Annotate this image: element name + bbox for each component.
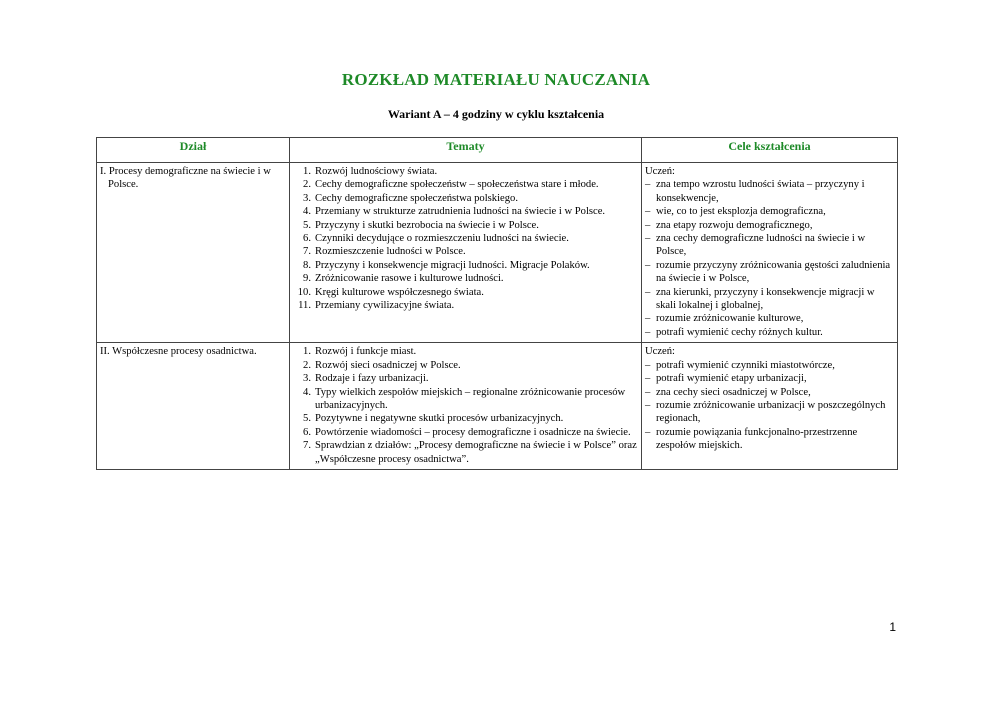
- goal-text: potrafi wymienić etapy urbanizacji,: [656, 373, 807, 385]
- topic-number: 5.: [303, 413, 311, 425]
- dash-bullet: –: [645, 286, 651, 298]
- goal-item: [645, 372, 894, 385]
- topic-text: Typy wielkich zespołów miejskich – regionalne zróżnicowanie procesów urbanizacyjnych.: [315, 386, 626, 411]
- topic-item: [293, 345, 638, 358]
- dash-bullet: –: [645, 359, 651, 371]
- goal-text: potrafi wymienić czynniki miastotwórcze,: [656, 359, 835, 371]
- goal-item: [645, 399, 894, 426]
- dash-bullet: –: [645, 373, 651, 385]
- goals-lead: Uczeń:: [645, 346, 675, 358]
- section-title: II. Współczesne procesy osadnictwa.: [100, 346, 257, 358]
- goal-item: [645, 386, 894, 399]
- header-goals: Cele kształcenia: [642, 138, 898, 163]
- goal-item: [645, 312, 894, 325]
- topic-number: 2.: [303, 359, 311, 371]
- curriculum-table: [96, 137, 898, 470]
- topic-number: 6.: [303, 426, 311, 438]
- header-topics: Tematy: [290, 138, 642, 163]
- topics-cell: [290, 163, 642, 343]
- goal-item: [645, 232, 894, 259]
- dash-bullet: –: [645, 206, 651, 218]
- dash-bullet: –: [645, 179, 651, 191]
- topic-text: Rozwój sieci osadniczej w Polsce.: [315, 359, 461, 371]
- topic-number: 4.: [303, 386, 311, 398]
- topic-list: [293, 345, 638, 466]
- topic-text: Sprawdzian z działów: „Procesy demograficzne na świecie i w Polsce” oraz „Współczesne procesy osadnictwa”.: [315, 440, 637, 465]
- topic-item: [293, 299, 638, 312]
- goals-lead: Uczeń:: [645, 166, 675, 177]
- goal-item: [645, 286, 894, 313]
- topic-text: Rozwój i funkcje miast.: [315, 346, 417, 358]
- goal-text: zna cechy sieci osadniczej w Polsce,: [656, 386, 811, 398]
- goal-item: [645, 205, 894, 218]
- goal-text: rozumie powiązania funkcjonalno-przestrzenne zespołów miejskich.: [656, 426, 858, 452]
- document-title: ROZKŁAD MATERIAŁU NAUCZANIA: [341, 70, 651, 89]
- topic-item: [293, 192, 638, 205]
- topic-text: Pozytywne i negatywne skutki procesów urbanizacyjnych.: [315, 413, 564, 425]
- topic-number: 9.: [303, 273, 311, 285]
- topic-number: 6.: [303, 233, 311, 245]
- topic-item: [293, 386, 638, 413]
- goals-cell: [642, 343, 898, 470]
- goal-item: [645, 178, 894, 205]
- topic-text: Przemiany cywilizacyjne świata.: [315, 300, 455, 312]
- topic-item: [293, 426, 638, 439]
- table-row: [97, 163, 898, 343]
- topic-text: Czynniki decydujące o rozmieszczeniu ludności na świecie.: [315, 233, 569, 245]
- goal-text: zna kierunki, przyczyny i konsekwencje migracji w skali lokalnej i globalnej,: [656, 286, 875, 312]
- header-section: Dział: [97, 138, 290, 163]
- topic-number: 1.: [303, 166, 311, 177]
- goal-text: zna cechy demograficzne ludności na świecie i w Polsce,: [656, 233, 866, 258]
- goal-text: rozumie zróżnicowanie kulturowe,: [656, 313, 804, 325]
- topic-item: [293, 205, 638, 218]
- topic-text: Przemiany w strukturze zatrudnienia ludności na świecie i w Polsce.: [315, 206, 606, 218]
- topic-item: [293, 412, 638, 425]
- topic-text: Cechy demograficzne społeczeństwa polskiego.: [315, 192, 518, 204]
- topic-number: 3.: [303, 192, 311, 204]
- topic-item: [293, 165, 638, 178]
- topic-text: Przyczyny i skutki bezrobocia na świecie i w Polsce.: [315, 219, 539, 231]
- topic-item: [293, 232, 638, 245]
- topic-item: [293, 359, 638, 372]
- document-subtitle: Wariant A – 4 godziny w cyklu kształcenia: [387, 107, 605, 121]
- topic-number: 4.: [303, 206, 311, 218]
- goal-text: zna etapy rozwoju demograficznego,: [656, 219, 813, 231]
- topic-text: Cechy demograficzne społeczeństw – społeczeństwa stare i młode.: [315, 179, 599, 191]
- topic-number: 7.: [303, 440, 311, 452]
- goal-item: [645, 426, 894, 453]
- topic-text: Rodzaje i fazy urbanizacji.: [315, 373, 429, 385]
- dash-bullet: –: [645, 259, 651, 271]
- goal-item: [645, 326, 894, 339]
- dash-bullet: –: [645, 313, 651, 325]
- topic-text: Przyczyny i konsekwencje migracji ludności. Migracje Polaków.: [315, 259, 590, 271]
- dash-bullet: –: [645, 233, 651, 245]
- topic-number: 3.: [303, 373, 311, 385]
- topics-cell: [290, 343, 642, 470]
- table-row: [97, 343, 898, 470]
- dash-bullet: –: [645, 219, 651, 231]
- goals-cell: [642, 163, 898, 343]
- topic-text: Zróżnicowanie rasowe i kulturowe ludności.: [315, 273, 504, 285]
- goal-text: zna tempo wzrostu ludności świata – przyczyny i konsekwencje,: [656, 179, 865, 204]
- topic-number: 10.: [297, 286, 311, 298]
- page-number: 1: [889, 620, 896, 634]
- goal-text: potrafi wymienić cechy różnych kultur.: [656, 326, 823, 338]
- topic-item: [293, 272, 638, 285]
- topic-item: [293, 178, 638, 191]
- topic-number: 1.: [303, 346, 311, 358]
- topic-number: 5.: [303, 219, 311, 231]
- section-title: I. Procesy demograficzne na świecie i w Polsce.: [100, 166, 271, 191]
- topic-item: [293, 219, 638, 232]
- topic-text: Powtórzenie wiadomości – procesy demograficzne i osadnicze na świecie.: [315, 426, 631, 438]
- table-header-row: [97, 138, 898, 163]
- dash-bullet: –: [645, 399, 651, 411]
- topic-text: Kręgi kulturowe współczesnego świata.: [315, 286, 484, 298]
- section-cell: [97, 343, 290, 470]
- dash-bullet: –: [645, 386, 651, 398]
- goal-text: rozumie przyczyny zróżnicowania gęstości zaludnienia na świecie i w Polsce,: [656, 259, 891, 285]
- topic-number: 8.: [303, 259, 311, 271]
- section-cell: [97, 163, 290, 343]
- dash-bullet: –: [645, 426, 651, 438]
- goal-text: wie, co to jest eksplozja demograficzna,: [656, 206, 826, 218]
- goal-list: [645, 359, 894, 453]
- topic-text: Rozmieszczenie ludności w Polsce.: [315, 246, 466, 258]
- topic-item: [293, 245, 638, 258]
- goal-item: [645, 359, 894, 372]
- topic-item: [293, 372, 638, 385]
- goal-list: [645, 178, 894, 339]
- topic-number: 11.: [298, 300, 311, 312]
- topic-item: [293, 439, 638, 466]
- goal-item: [645, 219, 894, 232]
- topic-item: [293, 286, 638, 299]
- topic-number: 2.: [303, 179, 311, 191]
- topic-item: [293, 259, 638, 272]
- goal-text: rozumie zróżnicowanie urbanizacji w poszczególnych regionach,: [656, 399, 886, 425]
- topic-number: 7.: [303, 246, 311, 258]
- dash-bullet: –: [645, 326, 651, 338]
- topic-list: [293, 165, 638, 312]
- topic-text: Rozwój ludnościowy świata.: [315, 166, 438, 177]
- goal-item: [645, 259, 894, 286]
